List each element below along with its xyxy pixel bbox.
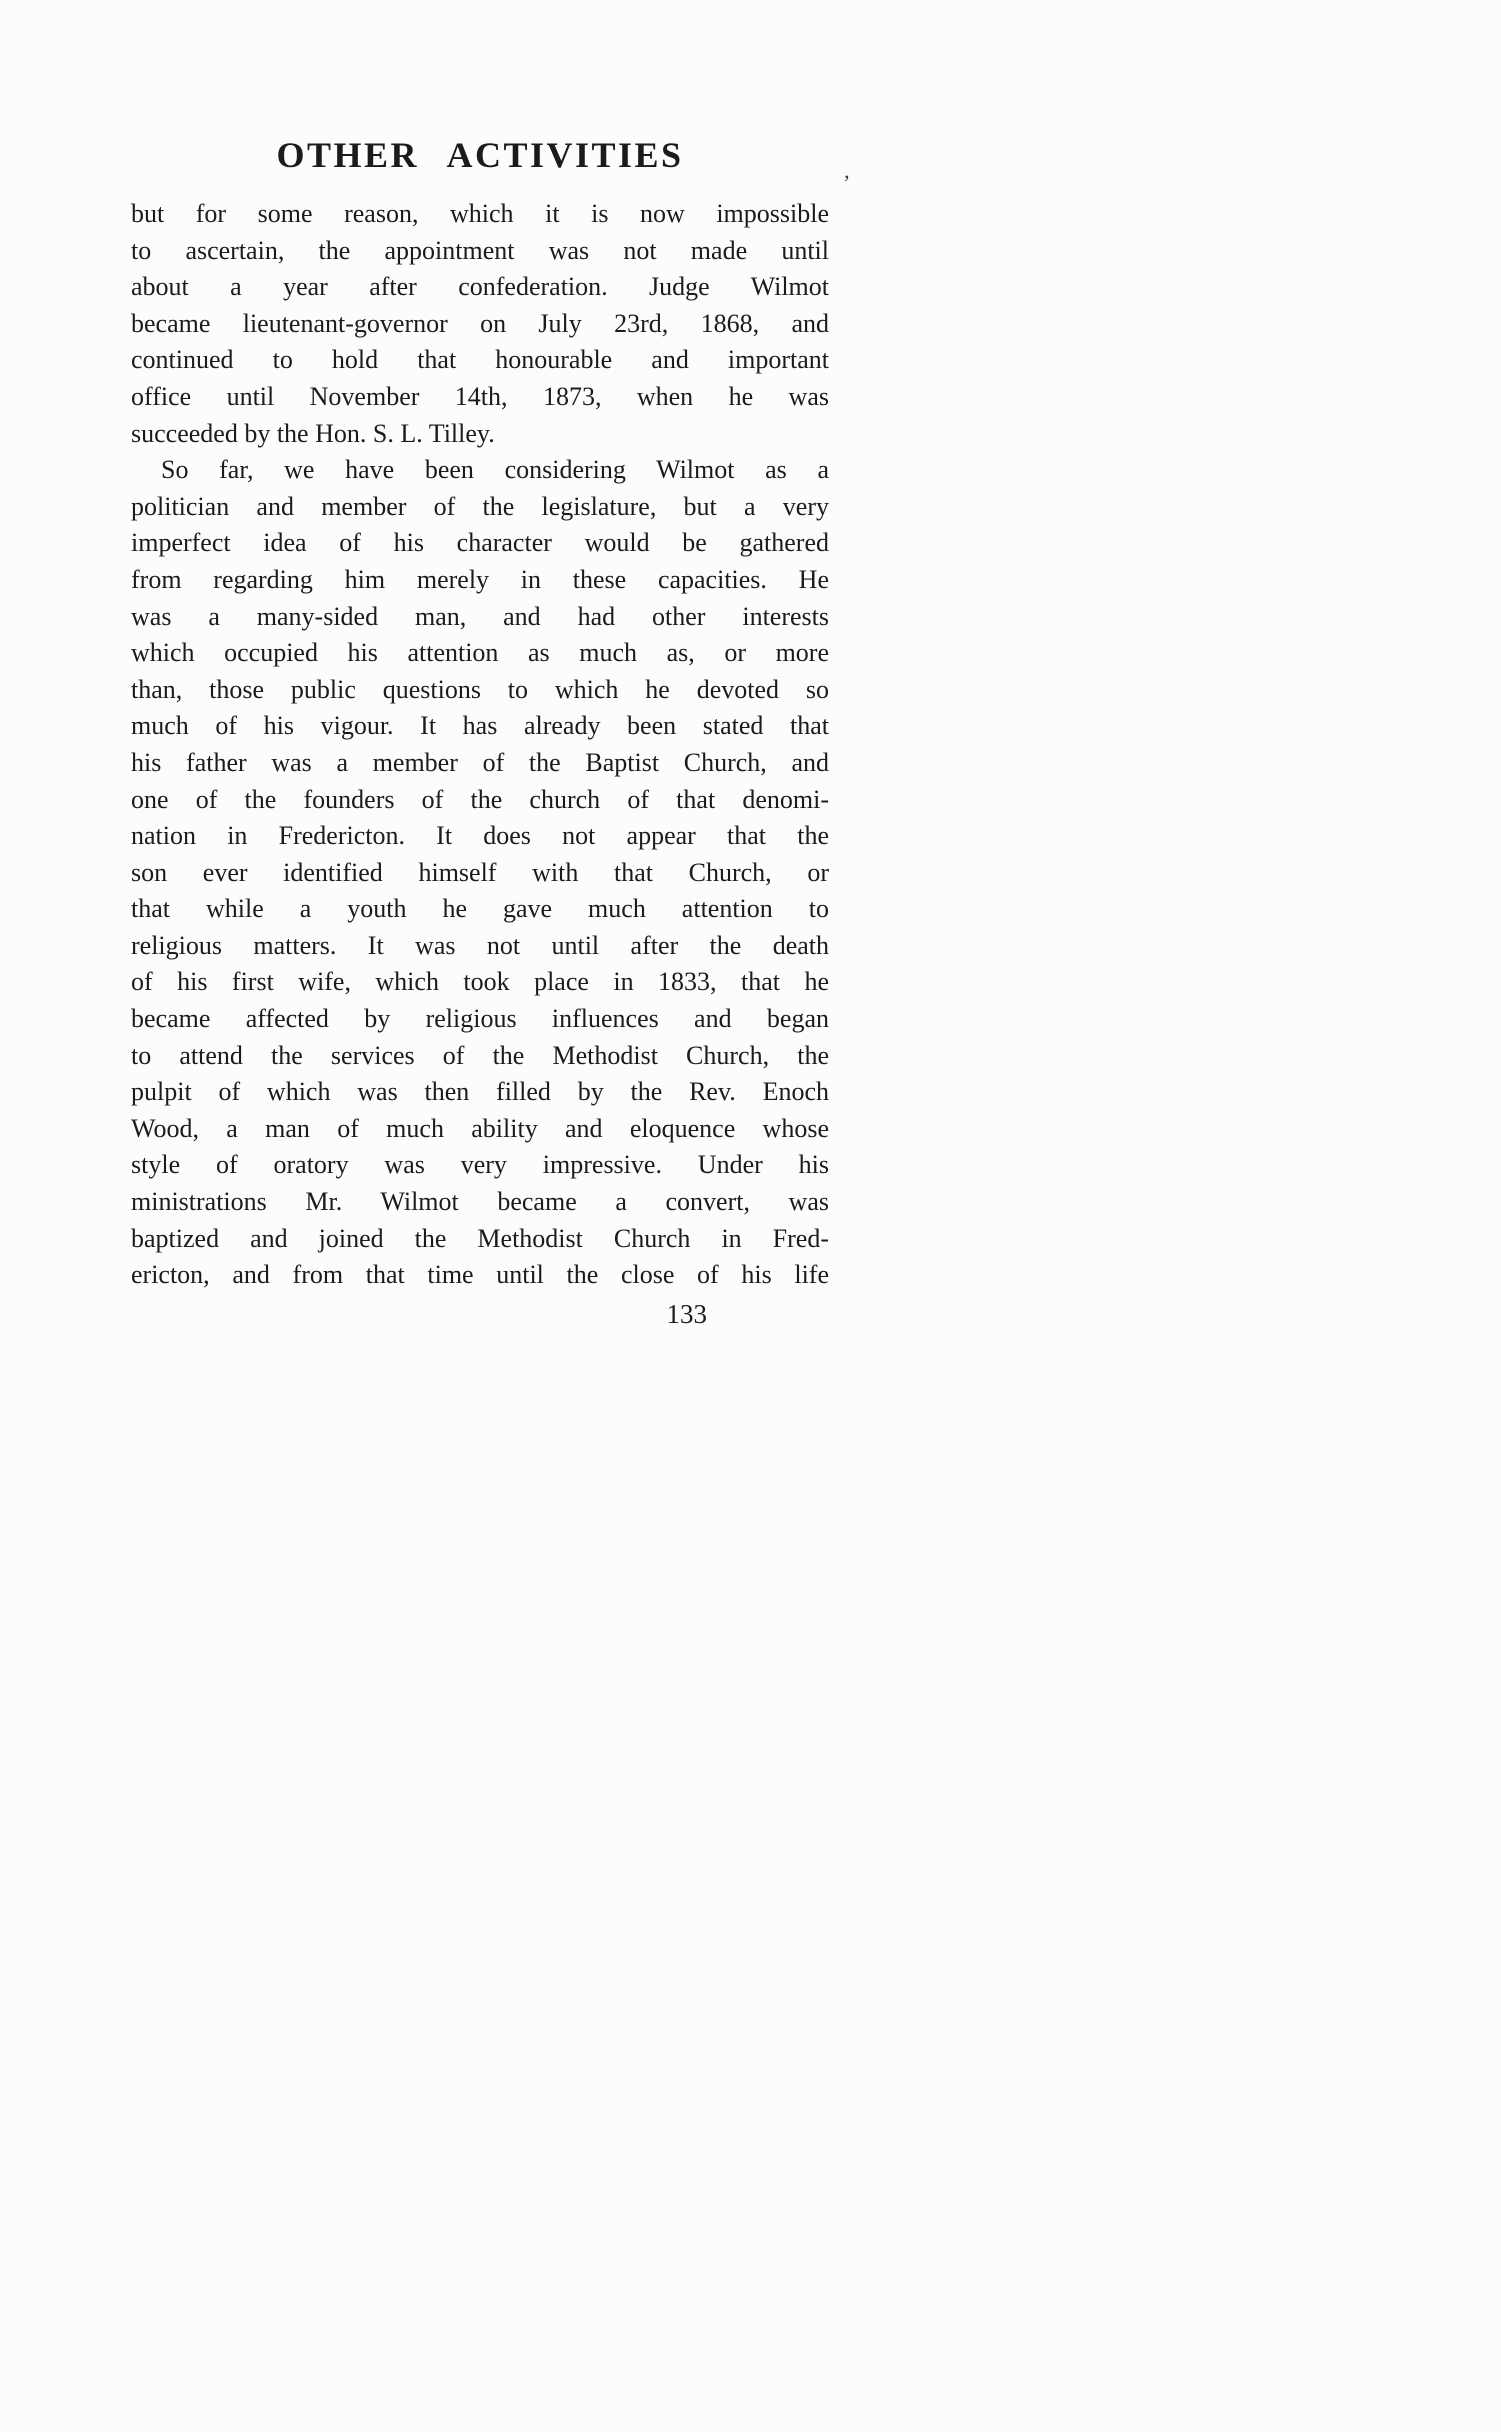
text-line: style of oratory was very impressive. Under his <box>131 1150 829 1180</box>
text-line: about a year after confederation. Judge Wilmot <box>131 272 829 302</box>
text-line: from regarding him merely in these capacities. He <box>131 564 829 594</box>
text-line: became lieutenant-governor on July 23rd, 1868, and <box>131 308 829 338</box>
page-text-block <box>131 134 851 1332</box>
text-line: religious matters. It was not until after the death <box>131 930 829 960</box>
text-line: succeeded by the Hon. S. L. Tilley. <box>131 418 495 448</box>
text-line: one of the founders of the church of that denomi- <box>131 784 829 814</box>
text-line: to ascertain, the appointment was not made until <box>131 235 829 265</box>
text-line: office until November 14th, 1873, when he was <box>131 381 829 411</box>
text-line: Wood, a man of much ability and eloquence whose <box>131 1113 829 1143</box>
text-line: son ever identified himself with that Church, or <box>131 857 829 887</box>
text-line: continued to hold that honourable and important <box>131 345 829 375</box>
text-line: ericton, and from that time until the close of his life <box>131 1260 829 1290</box>
page-heading: OTHER ACTIVITIES <box>276 135 684 175</box>
text-line: to attend the services of the Methodist Church, the <box>131 1040 829 1070</box>
text-line: of his first wife, which took place in 1833, that he <box>131 967 829 997</box>
text-line: baptized and joined the Methodist Church in Fred- <box>131 1223 829 1253</box>
text-line: much of his vigour. It has already been stated that <box>131 711 829 741</box>
text-line: So far, we have been considering Wilmot as a <box>161 455 829 485</box>
text-line: ministrations Mr. Wilmot became a convert, was <box>131 1187 829 1217</box>
page-number: 133 <box>666 1298 707 1329</box>
text-line: became affected by religious influences and began <box>131 1004 829 1034</box>
text-line: which occupied his attention as much as, or more <box>131 638 829 668</box>
text-line: politician and member of the legislature, but a very <box>131 491 829 521</box>
text-line: his father was a member of the Baptist Church, and <box>131 747 829 777</box>
text-line: but for some reason, which it is now impossible <box>131 199 829 228</box>
text-line: than, those public questions to which he devoted so <box>131 674 829 704</box>
text-line: that while a youth he gave much attention to <box>131 894 829 924</box>
text-line: nation in Fredericton. It does not appear that the <box>131 821 829 851</box>
scan-artifact-mark: ’ <box>843 170 851 195</box>
text-line: was a many-sided man, and had other interests <box>131 601 829 631</box>
text-line: imperfect idea of his character would be gathered <box>131 528 829 558</box>
body-text <box>131 196 829 1294</box>
text-line: pulpit of which was then filled by the Rev. Enoch <box>131 1077 829 1107</box>
